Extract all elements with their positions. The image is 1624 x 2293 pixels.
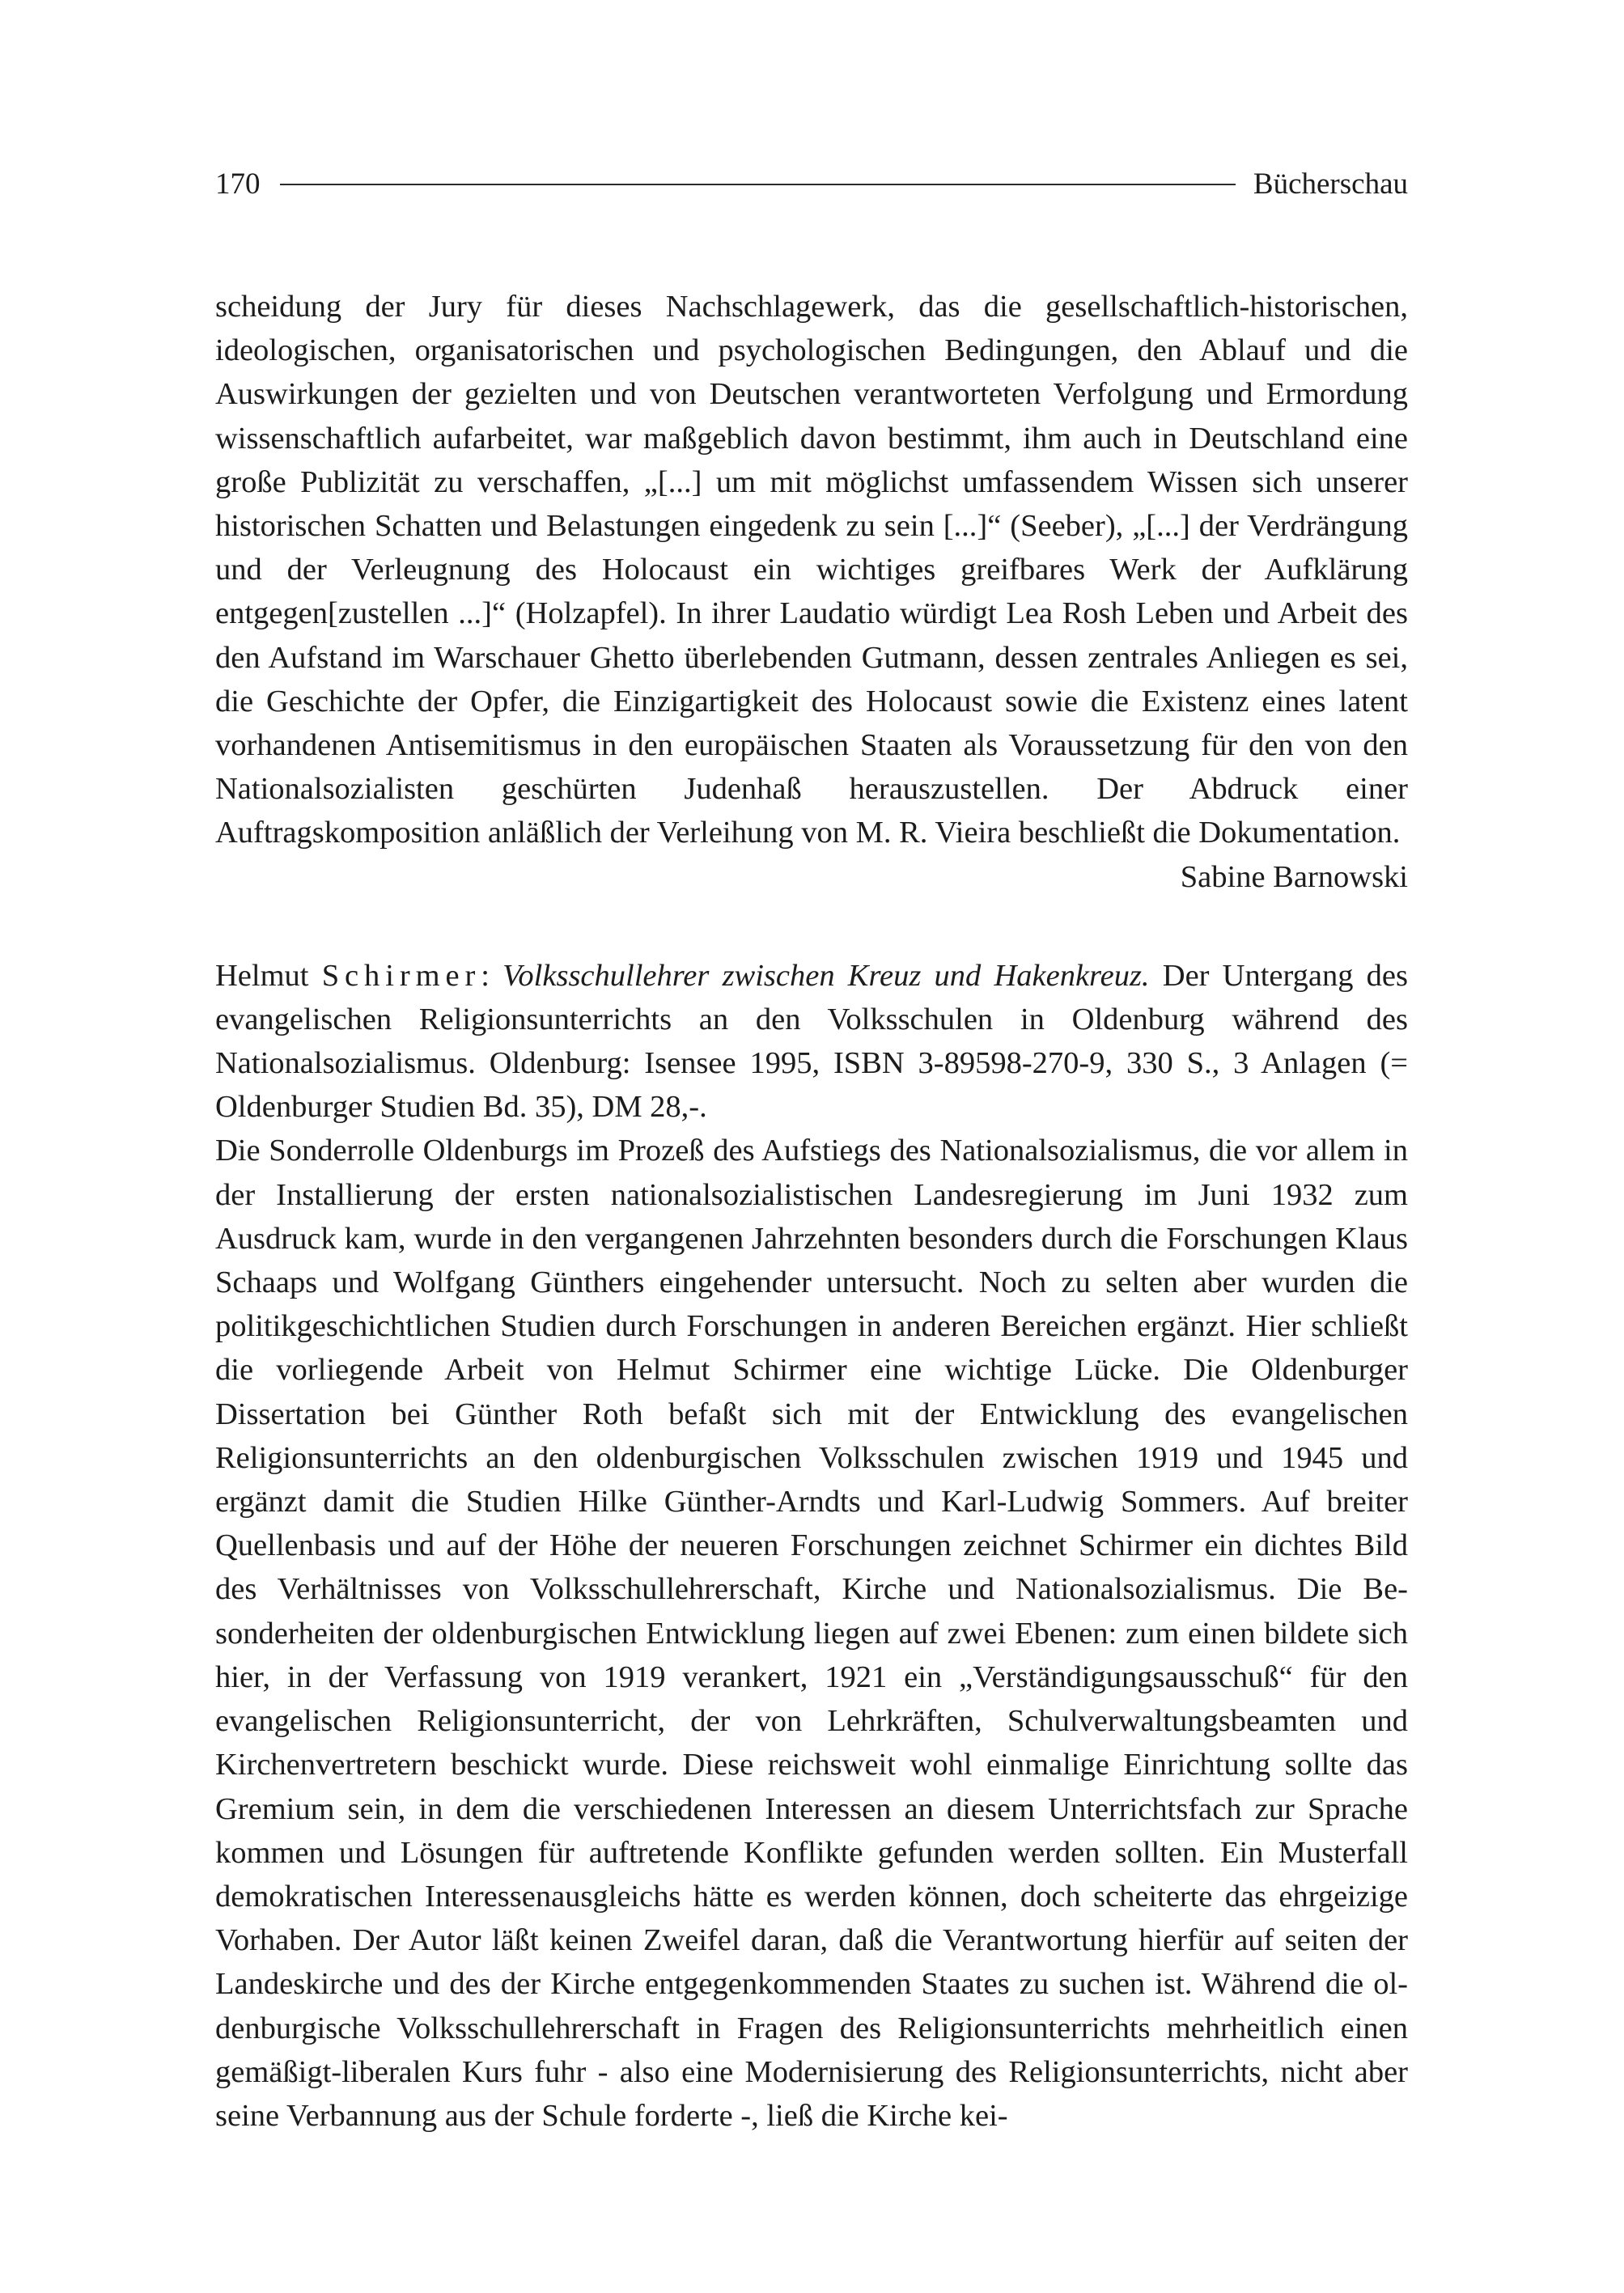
content (215, 285, 1408, 2138)
review-body-paragraph: Die Sonderrolle Oldenburgs im Prozeß des Aufstiegs des Nationalsozialismus, die vor allem in der Installierung der ersten nationalsozialistischen Landesregierung im Juni 1932 zum Ausdruck kam, wurde in den vergangenen Jahrzehnten besonders durch die Forschungen Klaus Schaaps und Wolfgang Günthers eingehender untersucht. Noch zu selten aber wurden die politikgeschichtlichen Studien durch Forschungen in anderen Bereichen ergänzt. Hier schließt die vorliegende Arbeit von Helmut Schirmer eine wichtige Lücke. Die Oldenburger Dissertation bei Günther Roth befaßt sich mit der Entwicklung des evangelischen Religionsunterrichts an den oldenburgischen Volksschulen zwischen 1919 und 1945 und ergänzt damit die Studien Hilke Günther-Arndts und Karl-Ludwig Sommers. Auf breiter Quellenbasis und auf der Höhe der neueren Forschungen zeichnet Schirmer ein dichtes Bild des Verhältnisses von Volksschullehrerschaft, Kirche und Nationalsozialismus. Die Besonderheiten der oldenburgischen Entwicklung liegen auf zwei Ebenen: zum einen bildete sich hier, in der Verfassung von 1919 verankert, 1921 ein „Verständigungsausschuß“ für den evangelischen Religionsunterricht, der von Lehrkräften, Schulverwaltungsbeamten und Kirchenvertretern beschickt wurde. Diese reichsweit wohl einmalige Einrichtung sollte das Gremium sein, in dem die verschiedenen Interessen an diesem Unterrichtsfach zur Sprache kommen und Lösungen für auftretende Konflikte gefunden werden sollten. Ein Musterfall demokratischen Interessenausgleichs hätte es werden können, doch scheiterte das ehrgeizige Vorhaben. Der Autor läßt keinen Zweifel daran, daß die Verantwortung hierfür auf seiten der Landeskirche und des der Kirche entgegenkommenden Staates zu suchen ist. Während die oldenburgische Volksschullehrerschaft in Fragen des Religionsunterrichts mehrheitlich einen gemäßigt-liberalen Kurs fuhr - also eine Modernisierung des Religionsunterrichts, nicht aber seine Verbannung aus der Schule forderte -, ließ die Kirche kei- (215, 1134, 1408, 2133)
running-head (215, 154, 1408, 215)
review-schirmer (215, 954, 1408, 2138)
section-title: Bücherschau (1253, 167, 1408, 201)
title-separator: : (481, 958, 490, 993)
book-title: Volksschullehrer zwischen Kreuz und Hakenkreuz. (502, 958, 1150, 993)
reviewer-signature: Sabine Barnowski (1180, 859, 1408, 894)
page (215, 154, 1408, 2138)
book-author-first-name: Helmut (215, 958, 309, 993)
review-barnowski (215, 285, 1408, 899)
review-continuation-paragraph: scheidung der Jury für dieses Nachschlagewerk, das die gesellschaftlich-historischen, ideologischen, organisatorischen und psychologischen Bedingungen, den Ablauf und die Auswirkungen der gezielten und von Deutschen verantworteten Verfolgung und Ermordung wissenschaftlich aufarbeitet, war maßgeblich davon bestimmt, ihm auch in Deutschland eine große Publizität zu verschaffen, „[...] um mit möglichst umfassendem Wissen sich unserer historischen Schatten und Belastungen eingedenk zu sein [...]“ (Seeber), „[...] der Verdrängung und der Verleugnung des Holocaust ein wichtiges greifbares Werk der Aufklärung entgegen[zustellen ...]“ (Holzapfel). In ihrer Laudatio würdigt Lea Rosh Leben und Arbeit des den Aufstand im Warschauer Ghetto überlebenden Gutmann, dessen zentrales Anliegen es sei, die Geschichte der Opfer, die Einzigartigkeit des Holocaust sowie die Existenz eines latent vorhandenen Antisemitismus in den europäischen Staaten als Voraussetzung für den von den Nationalsozialisten geschürten Judenhaß herauszustellen. Der Abdruck einer Auftragskomposition anläßlich der Verleihung von M. R. Vieira beschließt die Dokumentation. (215, 290, 1408, 850)
book-bibliography: Der Untergang des evangelischen Religionsunterrichts an den Volksschulen in Oldenburg während des Nationalsozialismus. Oldenburg: Isensee 1995, ISBN 3-89598-270-9, 330 S., 3 Anlagen (= Oldenburger Studien Bd. 35), DM 28,-. (215, 958, 1408, 1125)
page-number: 170 (215, 167, 261, 201)
header-rule (280, 184, 1236, 185)
book-author-last-name: Schirmer (321, 958, 481, 993)
review-bibliographic-entry (215, 954, 1408, 1130)
